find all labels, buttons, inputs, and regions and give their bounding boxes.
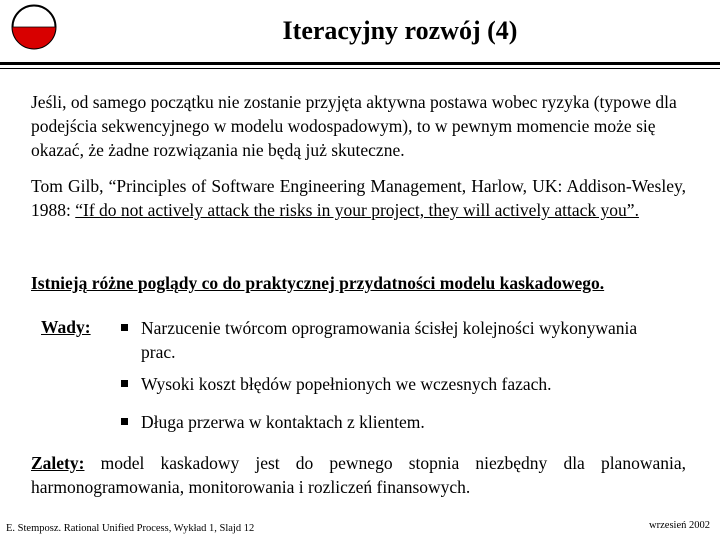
wady-item	[121, 410, 641, 434]
title-divider	[0, 62, 720, 65]
quote-paragraph	[31, 174, 686, 222]
square-bullet-icon	[121, 418, 128, 425]
footer-date: wrzesień 2002	[649, 520, 710, 531]
wady-item	[121, 372, 641, 396]
footer-source: E. Stemposz. Rational Unified Process, Wykład 1, Slajd 12	[6, 523, 255, 534]
zalety-label: Zalety:	[31, 453, 85, 473]
square-bullet-icon	[121, 380, 128, 387]
zalety-text: model kaskadowy jest do pewnego stopnia niezbędny dla planowania, harmonogramowania, monitorowania i rozliczeń finansowych.	[31, 453, 686, 497]
wady-item-text: Długa przerwa w kontaktach z klientem.	[141, 412, 425, 432]
wady-item	[121, 316, 641, 364]
slide-title: Iteracyjny rozwój (4)	[282, 16, 518, 45]
section-heading: Istnieją różne poglądy co do praktycznej przydatności modelu kaskadowego.	[31, 273, 605, 293]
quote-citation: Tom Gilb, “Principles of Software Engineering Management, Harlow, UK: Addison-Wesley, 1988:	[31, 176, 686, 220]
title-divider-thin	[0, 68, 720, 69]
square-bullet-icon	[121, 324, 128, 331]
wady-item-text: Narzucenie twórcom oprogramowania ścisłej kolejności wykonywania prac.	[141, 318, 638, 362]
wady-item-text: Wysoki koszt błędów popełnionych we wczesnych fazach.	[141, 374, 552, 394]
intro-paragraph: Jeśli, od samego początku nie zostanie przyjęta aktywna postawa wobec ryzyka (typowe dla podejścia sekwencyjnego w modelu wodospadowym), to w pewnym momencie może się okazać, że żadne rozwiązania nie będą już skuteczne.	[31, 92, 677, 160]
quote-text: “If do not actively attack the risks in your project, they will actively attack you”.	[75, 200, 639, 220]
zalety-paragraph	[31, 451, 686, 499]
wady-label: Wady:	[41, 317, 91, 337]
